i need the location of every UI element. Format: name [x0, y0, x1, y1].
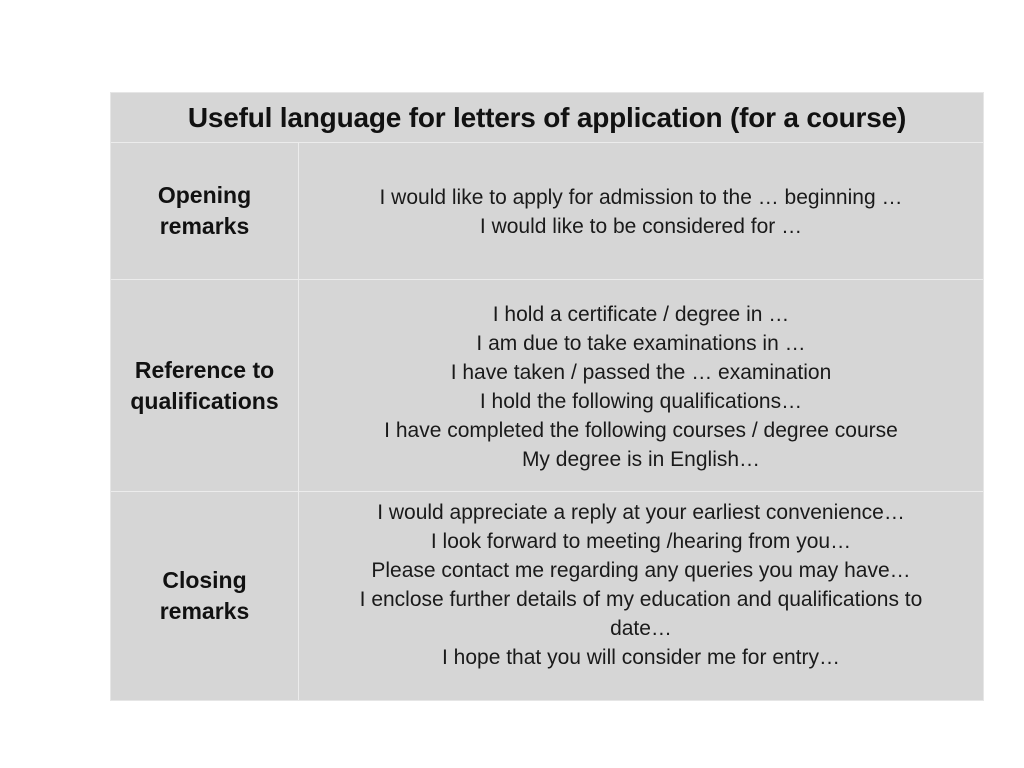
phrase-line: I hope that you will consider me for entry… [441, 646, 840, 669]
row-label-line: remarks [159, 213, 250, 239]
row-label-line: Opening [157, 182, 252, 208]
row-label [158, 180, 251, 242]
row-label-line: qualifications [130, 387, 279, 414]
phrase-line: Please contact me regarding any queries you may have… [371, 559, 911, 582]
row-label [130, 355, 278, 417]
row-reference-to-qualifications [111, 280, 983, 492]
row-label-line: remarks [159, 598, 250, 624]
phrase-line: I would appreciate a reply at your earliest convenience… [377, 501, 905, 524]
table-title-row [111, 93, 983, 143]
row-label-cell [111, 143, 299, 279]
row-closing-remarks [111, 492, 983, 700]
row-opening-remarks [111, 143, 983, 280]
phrase-line: I would like to be considered for … [479, 215, 803, 238]
row-content-cell [299, 492, 983, 700]
table-title: Useful language for letters of application (for a course) [187, 101, 907, 133]
phrase-line: I hold a certificate / degree in … [492, 303, 790, 326]
phrase-line: I hold the following qualifications… [479, 390, 803, 413]
phrases-table [110, 92, 984, 701]
row-label [160, 565, 250, 627]
phrase-line: I have completed the following courses / degree course [384, 419, 898, 442]
row-label-cell [111, 280, 299, 491]
phrase-line: I have taken / passed the … examination [450, 361, 832, 384]
phrase-line: date… [610, 617, 672, 640]
row-content-cell [299, 280, 983, 491]
phrase-line: My degree is in English… [521, 448, 761, 471]
row-content-cell [299, 143, 983, 279]
row-label-cell [111, 492, 299, 700]
phrase-line: I would like to apply for admission to the … beginning … [379, 186, 903, 209]
phrase-line: I enclose further details of my education and qualifications to [359, 588, 923, 611]
row-label-line: Closing [162, 567, 247, 593]
phrase-line: I look forward to meeting /hearing from you… [430, 530, 852, 553]
row-label-line: Reference to [134, 356, 275, 383]
phrase-line: I am due to take examinations in … [476, 332, 806, 355]
